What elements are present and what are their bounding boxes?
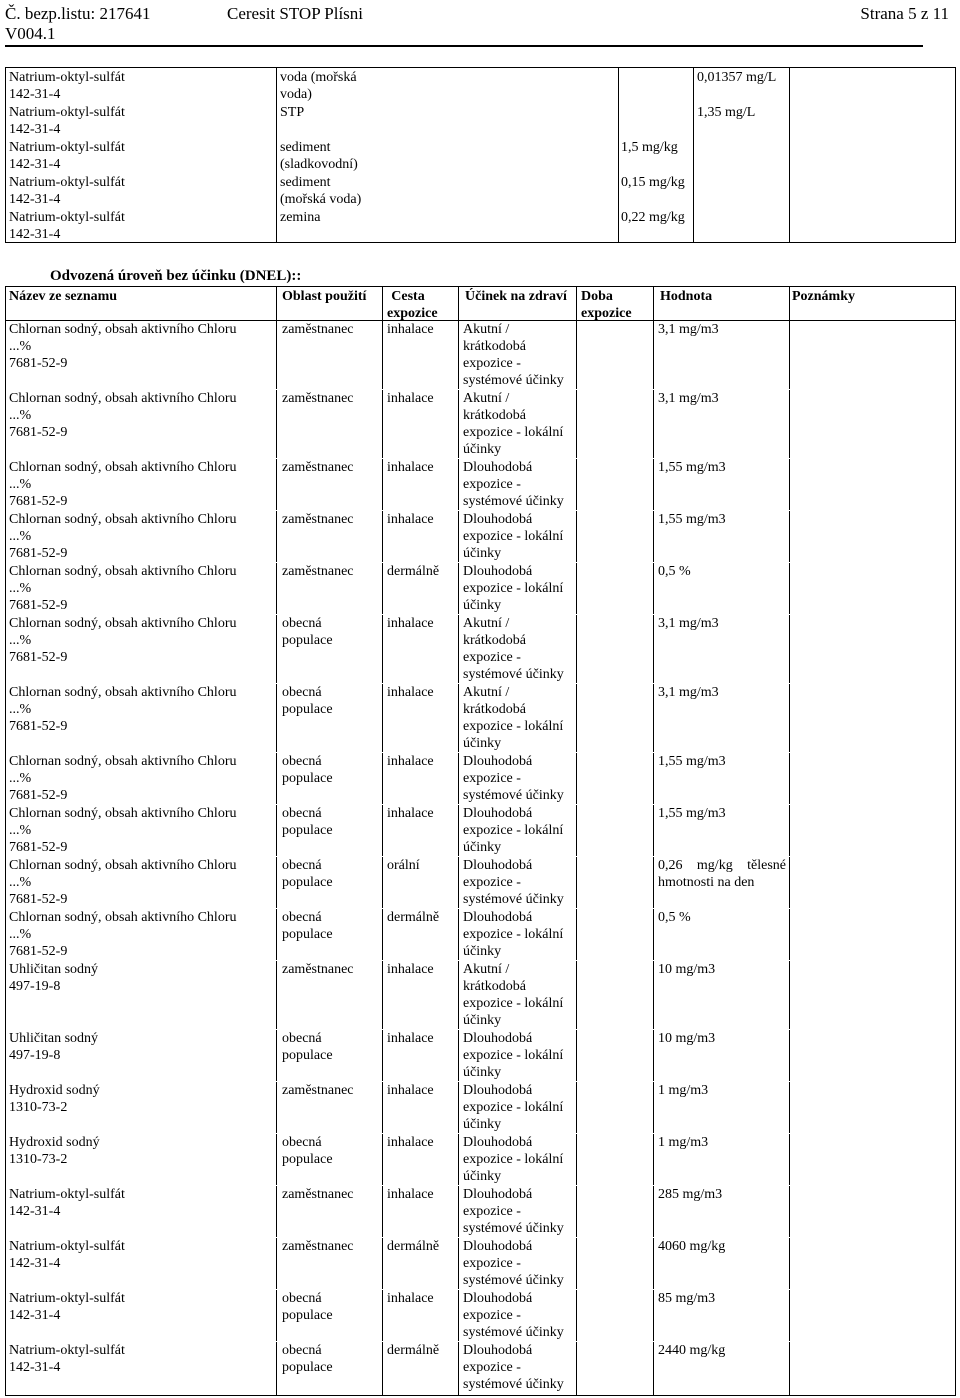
dnel-route: dermálně — [387, 564, 440, 579]
eco-compartment: sediment (sladkovodní) — [280, 140, 358, 172]
dnel-area: zaměstnanec — [282, 962, 354, 977]
eco-compartment: zemina — [280, 210, 321, 225]
dnel-value: 1 mg/m3 — [658, 1135, 709, 1150]
dnel-route: dermálně — [387, 1239, 440, 1254]
dnel-route: inhalace — [387, 1083, 434, 1098]
dnel-route: dermálně — [387, 1343, 440, 1358]
col-divider — [618, 68, 619, 242]
dnel-substance: Chlornan sodný, obsah aktivního Chloru ...% 7681-52-9 — [9, 460, 237, 509]
eco-substance: Natrium-oktyl-sulfát 142-31-4 — [9, 70, 125, 102]
header-notes: Poznámky — [792, 289, 855, 304]
dnel-effect: Dlouhodobá expozice - lokální účinky — [463, 1083, 564, 1132]
eco-value-sediment: 1,5 mg/kg — [621, 140, 678, 155]
dnel-substance: Hydroxid sodný 1310-73-2 — [9, 1135, 100, 1167]
dnel-value: 10 mg/m3 — [658, 1031, 716, 1046]
dnel-effect: Dlouhodobá expozice - systémové účinky — [463, 858, 564, 907]
eco-compartment: voda (mořská voda) — [280, 70, 357, 102]
dnel-area: zaměstnanec — [282, 1083, 354, 1098]
pnec-table — [5, 67, 956, 243]
dnel-effect: Akutní / krátkodobá expozice - lokální účinky — [463, 391, 564, 457]
dnel-value: 1,55 mg/m3 — [658, 460, 726, 475]
col-divider — [576, 287, 577, 1395]
dnel-route: inhalace — [387, 322, 434, 337]
dnel-area: zaměstnanec — [282, 1187, 354, 1202]
dnel-effect: Akutní / krátkodobá expozice - systémové účinky — [463, 616, 564, 682]
dnel-title: Odvozená úroveň bez účinku (DNEL):: — [50, 268, 302, 284]
product-name: Ceresit STOP Plísni — [227, 4, 364, 23]
dnel-substance: Chlornan sodný, obsah aktivního Chloru ...% 7681-52-9 — [9, 685, 237, 734]
dnel-effect: Akutní / krátkodobá expozice - lokální účinky — [463, 685, 564, 751]
doc-number: Č. bezp.listu: 217641 — [5, 4, 151, 23]
dnel-effect: Dlouhodobá expozice - systémové účinky — [463, 1343, 564, 1392]
dnel-table — [5, 286, 956, 1396]
dnel-value: 85 mg/m3 — [658, 1291, 716, 1306]
eco-compartment: sediment (mořská voda) — [280, 175, 362, 207]
dnel-substance: Natrium-oktyl-sulfát 142-31-4 — [9, 1291, 125, 1323]
eco-substance: Natrium-oktyl-sulfát 142-31-4 — [9, 105, 125, 137]
dnel-area: obecná populace — [282, 1291, 333, 1323]
dnel-route: inhalace — [387, 754, 434, 769]
dnel-effect: Dlouhodobá expozice - systémové účinky — [463, 460, 564, 509]
eco-value-sediment: 0,15 mg/kg — [621, 175, 685, 190]
col-divider — [789, 287, 790, 1395]
header-value: Hodnota — [660, 289, 713, 304]
dnel-effect: Dlouhodobá expozice - lokální účinky — [463, 1135, 564, 1184]
eco-value-sediment: 0,22 mg/kg — [621, 210, 685, 225]
dnel-value: 3,1 mg/m3 — [658, 391, 719, 406]
dnel-route: orální — [387, 858, 420, 873]
eco-compartment: STP — [280, 105, 305, 120]
dnel-effect: Dlouhodobá expozice - lokální účinky — [463, 512, 564, 561]
dnel-area: obecná populace — [282, 616, 333, 648]
header-rule — [5, 45, 923, 47]
header-area: Oblast použití — [282, 289, 367, 304]
dnel-effect: Dlouhodobá expozice - systémové účinky — [463, 1291, 564, 1340]
dnel-route: inhalace — [387, 512, 434, 527]
col-divider — [693, 68, 694, 242]
page-header — [5, 4, 953, 44]
dnel-area: obecná populace — [282, 858, 333, 890]
dnel-route: dermálně — [387, 910, 440, 925]
dnel-substance: Natrium-oktyl-sulfát 142-31-4 — [9, 1187, 125, 1219]
dnel-substance: Uhličitan sodný 497-19-8 — [9, 1031, 99, 1063]
dnel-value: 3,1 mg/m3 — [658, 685, 719, 700]
eco-value-water: 0,01357 mg/L — [697, 70, 777, 85]
dnel-area: obecná populace — [282, 910, 333, 942]
dnel-area: obecná populace — [282, 685, 333, 717]
version: V004.1 — [5, 24, 56, 43]
dnel-value: 0,26 mg/kg tělesné hmotnosti na den — [658, 858, 786, 890]
dnel-substance: Chlornan sodný, obsah aktivního Chloru ...% 7681-52-9 — [9, 512, 237, 561]
eco-substance: Natrium-oktyl-sulfát 142-31-4 — [9, 210, 125, 242]
dnel-route: inhalace — [387, 616, 434, 631]
eco-substance: Natrium-oktyl-sulfát 142-31-4 — [9, 175, 125, 207]
dnel-value: 0,5 % — [658, 564, 691, 579]
col-divider — [382, 287, 383, 1395]
dnel-area: zaměstnanec — [282, 564, 354, 579]
dnel-route: inhalace — [387, 1187, 434, 1202]
dnel-substance: Chlornan sodný, obsah aktivního Chloru ...% 7681-52-9 — [9, 391, 237, 440]
dnel-substance: Hydroxid sodný 1310-73-2 — [9, 1083, 100, 1115]
dnel-effect: Dlouhodobá expozice - systémové účinky — [463, 754, 564, 803]
dnel-route: inhalace — [387, 391, 434, 406]
dnel-substance: Chlornan sodný, obsah aktivního Chloru ...% 7681-52-9 — [9, 806, 237, 855]
col-divider — [789, 68, 790, 242]
col-divider — [276, 287, 277, 1395]
dnel-value: 3,1 mg/m3 — [658, 322, 719, 337]
header-name: Název ze seznamu — [9, 289, 118, 304]
dnel-value: 285 mg/m3 — [658, 1187, 723, 1202]
dnel-substance: Chlornan sodný, obsah aktivního Chloru ...% 7681-52-9 — [9, 616, 237, 665]
dnel-effect: Akutní / krátkodobá expozice - systémové účinky — [463, 322, 564, 388]
dnel-effect: Akutní / krátkodobá expozice - lokální účinky — [463, 962, 564, 1028]
dnel-value: 0,5 % — [658, 910, 691, 925]
dnel-route: inhalace — [387, 1291, 434, 1306]
dnel-area: obecná populace — [282, 1135, 333, 1167]
dnel-substance: Chlornan sodný, obsah aktivního Chloru ...% 7681-52-9 — [9, 564, 237, 613]
dnel-area: zaměstnanec — [282, 512, 354, 527]
header-effect: Účinek na zdraví — [465, 289, 567, 304]
page-number: Strana 5 z 11 — [860, 4, 949, 23]
dnel-route: inhalace — [387, 806, 434, 821]
dnel-area: obecná populace — [282, 1343, 333, 1375]
dnel-value: 1 mg/m3 — [658, 1083, 709, 1098]
dnel-area: obecná populace — [282, 754, 333, 786]
col-divider — [276, 68, 277, 242]
header-route: Cesta expozice — [387, 289, 438, 321]
dnel-route: inhalace — [387, 962, 434, 977]
eco-substance: Natrium-oktyl-sulfát 142-31-4 — [9, 140, 125, 172]
dnel-area: zaměstnanec — [282, 391, 354, 406]
dnel-effect: Dlouhodobá expozice - lokální účinky — [463, 564, 564, 613]
dnel-area: zaměstnanec — [282, 1239, 354, 1254]
dnel-substance: Natrium-oktyl-sulfát 142-31-4 — [9, 1343, 125, 1375]
dnel-substance: Chlornan sodný, obsah aktivního Chloru ...% 7681-52-9 — [9, 322, 237, 371]
col-divider — [458, 287, 459, 1395]
dnel-value: 1,55 mg/m3 — [658, 512, 726, 527]
dnel-value: 2440 mg/kg — [658, 1343, 726, 1358]
dnel-area: zaměstnanec — [282, 460, 354, 475]
dnel-route: inhalace — [387, 685, 434, 700]
dnel-substance: Chlornan sodný, obsah aktivního Chloru ...% 7681-52-9 — [9, 858, 237, 907]
dnel-substance: Uhličitan sodný 497-19-8 — [9, 962, 99, 994]
col-divider — [653, 287, 654, 1395]
dnel-effect: Dlouhodobá expozice - systémové účinky — [463, 1239, 564, 1288]
eco-value-water: 1,35 mg/L — [697, 105, 756, 120]
dnel-substance: Natrium-oktyl-sulfát 142-31-4 — [9, 1239, 125, 1271]
dnel-effect: Dlouhodobá expozice - lokální účinky — [463, 1031, 564, 1080]
dnel-substance: Chlornan sodný, obsah aktivního Chloru ...% 7681-52-9 — [9, 910, 237, 959]
dnel-value: 4060 mg/kg — [658, 1239, 726, 1254]
dnel-route: inhalace — [387, 1135, 434, 1150]
dnel-effect: Dlouhodobá expozice - lokální účinky — [463, 910, 564, 959]
dnel-value: 1,55 mg/m3 — [658, 806, 726, 821]
dnel-effect: Dlouhodobá expozice - lokální účinky — [463, 806, 564, 855]
dnel-area: obecná populace — [282, 1031, 333, 1063]
dnel-value: 1,55 mg/m3 — [658, 754, 726, 769]
dnel-route: inhalace — [387, 1031, 434, 1046]
dnel-area: obecná populace — [282, 806, 333, 838]
dnel-value: 10 mg/m3 — [658, 962, 716, 977]
header-duration: Doba expozice — [581, 289, 632, 321]
dnel-route: inhalace — [387, 460, 434, 475]
dnel-effect: Dlouhodobá expozice - systémové účinky — [463, 1187, 564, 1236]
dnel-substance: Chlornan sodný, obsah aktivního Chloru ...% 7681-52-9 — [9, 754, 237, 803]
dnel-area: zaměstnanec — [282, 322, 354, 337]
dnel-value: 3,1 mg/m3 — [658, 616, 719, 631]
